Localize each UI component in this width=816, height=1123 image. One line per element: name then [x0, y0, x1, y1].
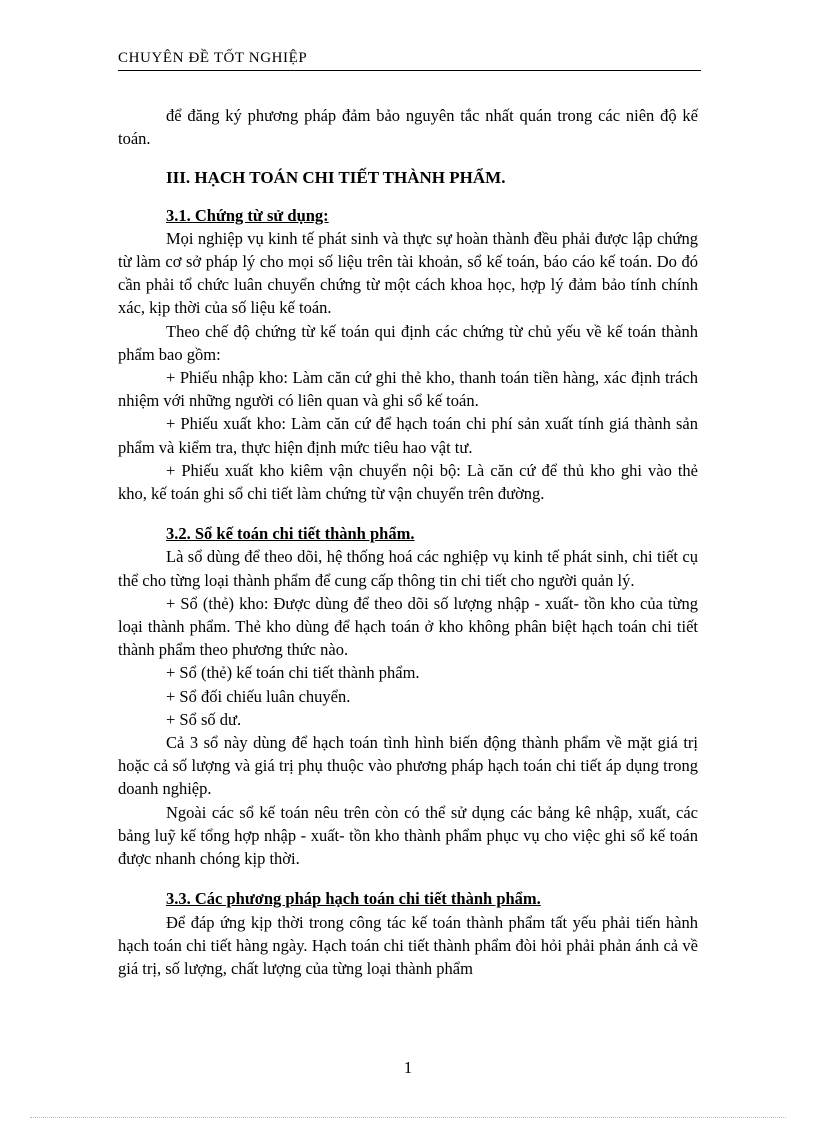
list-item: + Phiếu xuất kho kiêm vận chuyển nội bộ: Là căn cứ để thủ kho ghi vào thẻ kho, kế toán ghi sổ chi tiết làm chứng từ vận chuyển trên đường.	[118, 460, 698, 504]
paragraph: Theo chế độ chứng từ kế toán qui định các chứng từ chủ yếu về kế toán thành phẩm bao gồm:	[118, 321, 698, 364]
intro-paragraph: để đăng ký phương pháp đảm bảo nguyên tắc nhất quán trong các niên độ kế toán.	[118, 106, 698, 149]
paragraph: Ngoài các sổ kế toán nêu trên còn có thể sử dụng các bảng kê nhập, xuất, các bảng luỹ kế tổng hợp nhập - xuất- tồn kho thành phẩm phục vụ cho việc ghi sổ kế toán được nhanh chóng kịp thời.	[118, 802, 698, 869]
subsection-title-3-2: 3.2. Sổ kế toán chi tiết thành phẩm.	[166, 524, 415, 544]
paragraph: Cả 3 sổ này dùng để hạch toán tình hình biến động thành phẩm về mặt giá trị hoặc cả số lượng và giá trị phụ thuộc vào phương pháp hạch toán chi tiết áp dụng trong doanh nghiệp.	[118, 733, 698, 799]
list-item: + Sổ số dư.	[166, 709, 242, 729]
paragraph: Là sổ dùng để theo dõi, hệ thống hoá các nghiệp vụ kinh tế phát sinh, chi tiết cụ thể cho từng loại thành phẩm để cung cấp thông tin chi tiết cho người quản lý.	[118, 547, 698, 590]
header-title: CHUYÊN ĐỀ TỐT NGHIỆP	[118, 50, 308, 66]
section-title: III. HẠCH TOÁN CHI TIẾT THÀNH PHẨM.	[166, 168, 506, 188]
subsection-title-3-1: 3.1. Chứng từ sử dụng:	[166, 205, 329, 225]
page-bottom-divider	[30, 1117, 786, 1118]
list-item: + Sổ (thẻ) kho: Được dùng để theo dõi số lượng nhập - xuất- tồn kho của từng loại thành phẩm. Thẻ kho dùng để hạch toán ở kho không phân biệt hạch toán chi tiết thành phẩm theo phương thức nào.	[118, 593, 698, 660]
list-item: + Phiếu xuất kho: Làm căn cứ để hạch toán chi phí sản xuất tính giá thành sản phẩm và kiểm tra, thực hiện định mức tiêu hao vật tư.	[118, 414, 698, 457]
page-number: 1	[403, 1058, 413, 1077]
list-item: + Sổ (thẻ) kế toán chi tiết thành phẩm.	[166, 663, 420, 683]
list-item: + Phiếu nhập kho: Làm căn cứ ghi thẻ kho, thanh toán tiền hàng, xác định trách nhiệm với những người có liên quan và ghi sổ kế toán.	[118, 368, 698, 411]
paragraph: Mọi nghiệp vụ kinh tế phát sinh và thực sự hoàn thành đều phải được lập chứng từ làm cơ sở pháp lý cho mọi số liệu trên tài khoản, sổ kế toán, báo cáo kế toán. Do đó cần phải tổ chức luân chuyển chứng từ một cách khoa học, hợp lý đảm bảo tính chính xác, kịp thời của số liệu kế toán.	[118, 228, 698, 318]
subsection-title-3-3: 3.3. Các phương pháp hạch toán chi tiết thành phẩm.	[166, 889, 541, 909]
document-body	[118, 104, 698, 980]
list-item: + Sổ đối chiếu luân chuyển.	[166, 686, 351, 706]
page-header	[118, 50, 701, 71]
paragraph: Để đáp ứng kịp thời trong công tác kế toán thành phẩm tất yếu phải tiến hành hạch toán chi tiết hàng ngày. Hạch toán chi tiết thành phẩm đòi hỏi phải phản ánh cả về giá trị, số lượng, chất lượng của từng loại thành phẩm	[118, 912, 698, 978]
